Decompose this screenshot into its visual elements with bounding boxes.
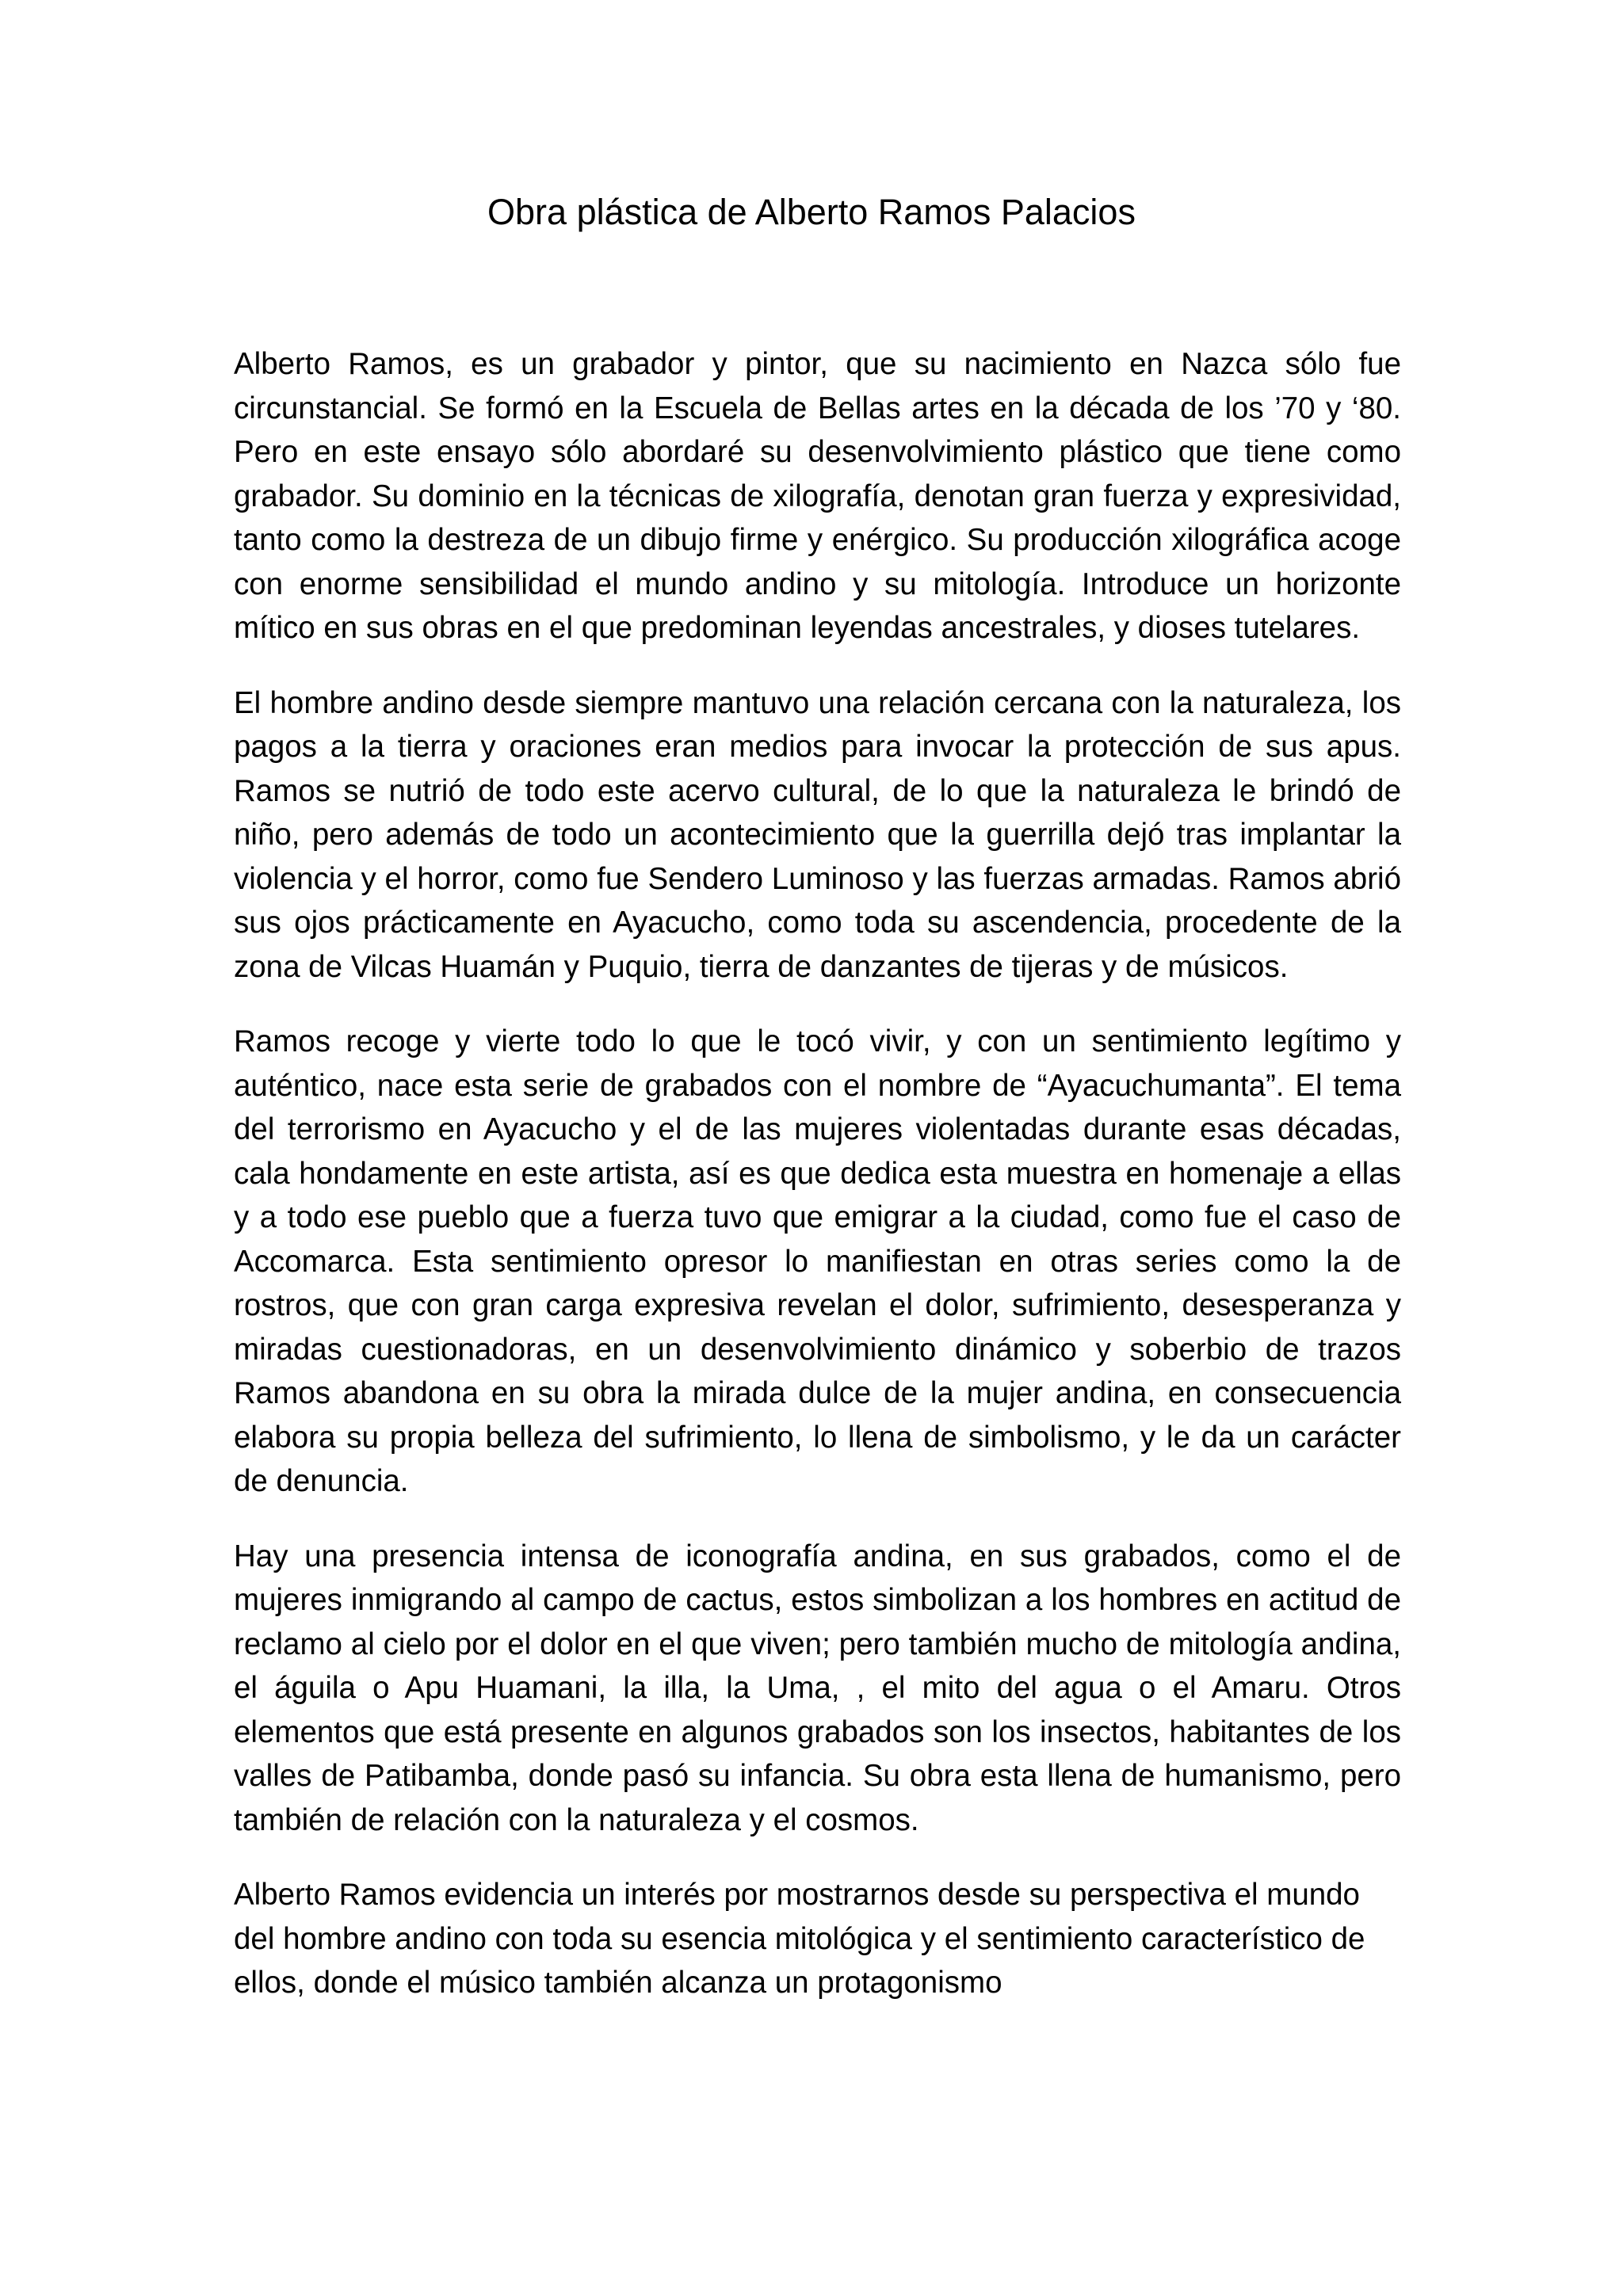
paragraph-3: Ramos recoge y vierte todo lo que le tocó vivir, y con un sentimiento legítimo y auténtico, nace esta serie de grabados con el nombre de “Ayacuchumanta”. El tema del terrorismo en Ayacucho y el de las mujeres violentadas durante esas décadas, cala hondamente en este artista, así es que dedica esta muestra en homenaje a ellas y a todo ese pueblo que a fuerza tuvo que emigrar a la ciudad, como fue el caso de Accomarca. Esta sentimiento opresor lo manifiestan en otras series como la de rostros, que con gran carga expresiva revelan el dolor, sufrimiento, desesperanza y miradas cuestionadoras, en un desenvolvimiento dinámico y soberbio de trazos Ramos abandona en su obra la mirada dulce de la mujer andina, en consecuencia elabora su propia belleza del sufrimiento, lo llena de simbolismo, y le da un carácter de denuncia. — [234, 1024, 1401, 1498]
paragraph-1: Alberto Ramos, es un grabador y pintor, que su nacimiento en Nazca sólo fue circunstancial. Se formó en la Escuela de Bellas artes en la década de los ’70 y ‘80. Pero en este ensayo sólo abordaré su desenvolvimiento plástico que tiene como grabador. Su dominio en la técnicas de xilografía, denotan gran fuerza y expresividad, tanto como la destreza de un dibujo firme y enérgico. Su producción xilográfica acoge con enorme sensibilidad el mundo andino y su mitología. Introduce un horizonte mítico en sus obras en el que predominan leyendas ancestrales, y dioses tutelares. — [234, 347, 1401, 645]
document-title: Obra plástica de Alberto Ramos Palacios — [487, 192, 1136, 232]
paragraph-5: Alberto Ramos evidencia un interés por mostrarnos desde su perspectiva el mundo del hombre andino con toda su esencia mitológica y el sentimiento característico de ellos, donde el músico también alcanza un protagonismo — [234, 1878, 1365, 2000]
paragraph-4: Hay una presencia intensa de iconografía andina, en sus grabados, como el de mujeres inmigrando al campo de cactus, estos simbolizan a los hombres en actitud de reclamo al cielo por el dolor en el que viven; pero también mucho de mitología andina, el águila o Apu Huamani, la illa, la Uma, , el mito del agua o el Amaru. Otros elementos que está presente en algunos grabados son los insectos, habitantes de los valles de Patibamba, donde pasó su infancia. Su obra esta llena de humanismo, pero también de relación con la naturaleza y el cosmos. — [234, 1539, 1401, 1837]
paragraph-2: El hombre andino desde siempre mantuvo una relación cercana con la naturaleza, los pagos a la tierra y oraciones eran medios para invocar la protección de sus apus. Ramos se nutrió de todo este acervo cultural, de lo que la naturaleza le brindó de niño, pero además de todo un acontecimiento que la guerrilla dejó tras implantar la violencia y el horror, como fue Sendero Luminoso y las fuerzas armadas. Ramos abrió sus ojos prácticamente en Ayacucho, como toda su ascendencia, procedente de la zona de Vilcas Huamán y Puquio, tierra de danzantes de tijeras y de músicos. — [234, 685, 1401, 984]
document-body — [234, 342, 1401, 2036]
